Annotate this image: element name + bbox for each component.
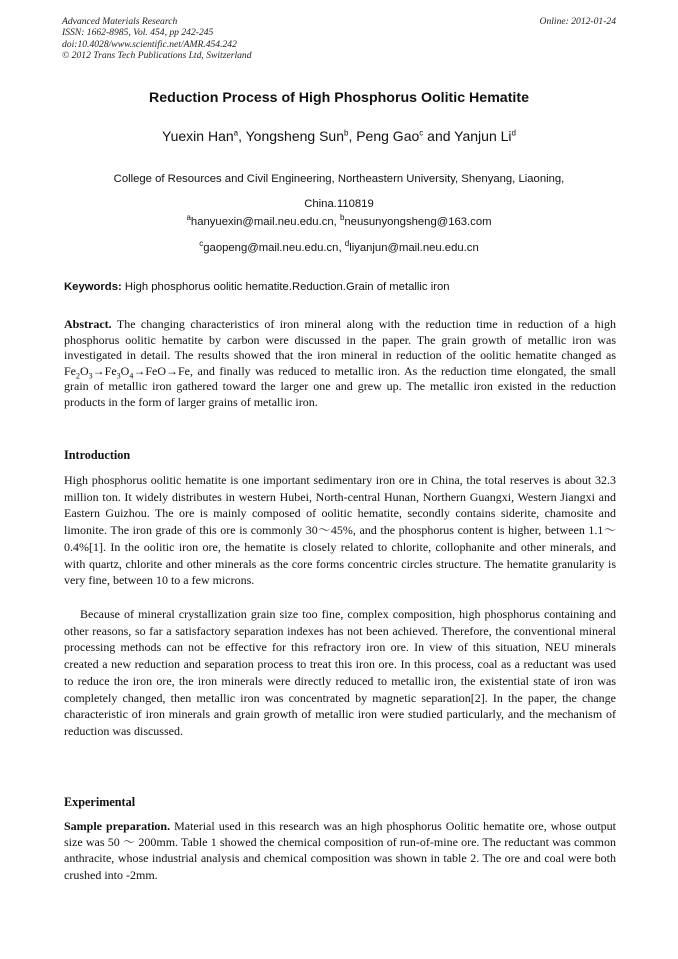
section-heading-introduction: Introduction xyxy=(64,448,131,462)
author-superscript: d xyxy=(511,128,516,138)
intro-paragraph-1: High phosphorus oolitic hematite is one important sedimentary iron ore in China, the total reserves is about 32.3 million ton. It widely distributes in western Hubei, North-central Hunan, Northern Guangxi, Western Jiangxi and Eastern Guizhou. The ore is mainly composed of oolitic hematite, secondly contains siderite, chamosite and limonite. The iron grade of this ore is commonly 30～45%, and the phosphorus content is higher, between 1.1～0.4%[1]. In the oolitic iron ore, the hematite is closely related to chlorite, collophanite and other minerals, and with quartz, chlorite and other minerals as the core forms concentric circles structure. The hematite granularity is very fine, between 10 to a few microns. xyxy=(64,473,616,588)
author-superscript: a xyxy=(233,128,239,138)
journal-header xyxy=(62,16,616,62)
experimental-paragraph xyxy=(64,818,616,883)
journal-copyright: © 2012 Trans Tech Publications Ltd, Switzerland xyxy=(62,50,252,62)
author-superscript: c xyxy=(419,128,424,138)
subscript: 3 xyxy=(88,371,93,381)
subsection-label: Sample preparation. xyxy=(64,819,171,833)
subscript: 2 xyxy=(76,371,80,381)
online-date: Online: 2012-01-24 xyxy=(539,16,616,27)
affiliation-line: China.110819 xyxy=(304,198,374,210)
author-name: Peng Gao xyxy=(356,128,420,144)
journal-issn: ISSN: 1662-8985, Vol. 454, pp 242-245 xyxy=(62,27,214,39)
paper-title: Reduction Process of High Phosphorus Oolitic Hematite xyxy=(149,90,529,106)
email-address: liyanjun@mail.neu.edu.cn xyxy=(349,242,479,254)
email-superscript: c xyxy=(199,239,204,249)
author-name: Yuexin Han xyxy=(162,128,234,144)
affiliation-line: College of Resources and Civil Engineering, Northeastern University, Shenyang, Liaoning, xyxy=(113,173,565,185)
subscript: 3 xyxy=(116,371,121,381)
journal-name: Advanced Materials Research xyxy=(62,16,178,27)
experimental-text: Material used in this research was an high phosphorus Oolitic hematite ore, whose output size was 50 ～ 200mm. Table 1 showed the chemical composition of run-of-mine ore. The reductant was common anthracite, whose industrial analysis and chemical composition was shown in table 2. The ore and coal were both crushed into -2mm. xyxy=(64,819,616,882)
keywords-text: High phosphorus oolitic hematite.Reduction.Grain of metallic iron xyxy=(121,281,450,293)
email-address: gaopeng@mail.neu.edu.cn, xyxy=(203,242,345,254)
author-name: Yanjun Li xyxy=(454,128,512,144)
keywords xyxy=(64,281,616,293)
abstract-paragraph xyxy=(64,317,616,411)
affiliation xyxy=(0,167,678,217)
email-address: hanyuexin@mail.neu.edu.cn, xyxy=(190,216,340,228)
keywords-label: Keywords: xyxy=(64,281,122,293)
author-list xyxy=(0,128,678,144)
email-address: neusunyongsheng@163.com xyxy=(344,216,492,228)
email-superscript: b xyxy=(339,213,345,223)
abstract-text: →Fe xyxy=(92,363,117,378)
subscript: 4 xyxy=(129,371,134,381)
author-separator: , xyxy=(348,128,357,144)
abstract-text: →FeO→Fe, and finally was reduced to metallic iron. As the reduction time elongated, the small grain of metallic iron gathered toward the larger one and grew up. The metallic iron existed in the reduction products in the form of larger grains of metallic iron. xyxy=(64,363,616,409)
journal-doi: doi:10.4028/www.scientific.net/AMR.454.242 xyxy=(62,38,237,50)
author-separator: , xyxy=(238,128,246,144)
email-superscript: a xyxy=(186,213,191,223)
abstract-text: O xyxy=(80,363,89,378)
abstract-text: O xyxy=(120,363,130,378)
author-name: Yongsheng Sun xyxy=(245,128,344,144)
section-heading-experimental: Experimental xyxy=(64,795,136,809)
email-superscript: d xyxy=(344,239,350,249)
author-superscript: b xyxy=(343,128,349,138)
intro-paragraph-2: Because of mineral crystallization grain size too fine, complex composition, high phosphorus containing and other reasons, so far a satisfactory separation indexes has not been achieved. Therefore, the conventional mineral processing methods can not be effective for this refractory iron ore. In view of this situation, NEU minerals created a new reduction and separation process to treat this iron ore. In this process, coal as a reductant was used to reduce the iron ore, the iron minerals were directly reduced to metallic iron, the existential state of iron was completely changed, then metallic iron was concentrated by magnetic separation[2]. In the paper, the change characteristic of iron minerals and grain growth of metallic iron were studied particularly, and the mechanism of reduction was discussed. xyxy=(64,607,616,738)
email-line xyxy=(0,213,678,228)
abstract-text: The changing characteristics of iron mineral along with the reduction time in reduction of a high phosphorus oolitic hematite by carbon were discussed in the paper. The grain growth of metallic iron was investigated in detail. The results showed that the iron mineral in reduction of the oolitic hematite changed as Fe xyxy=(64,317,616,378)
author-separator: and xyxy=(423,128,455,144)
abstract-label: Abstract. xyxy=(64,317,112,331)
email-line xyxy=(0,239,678,254)
